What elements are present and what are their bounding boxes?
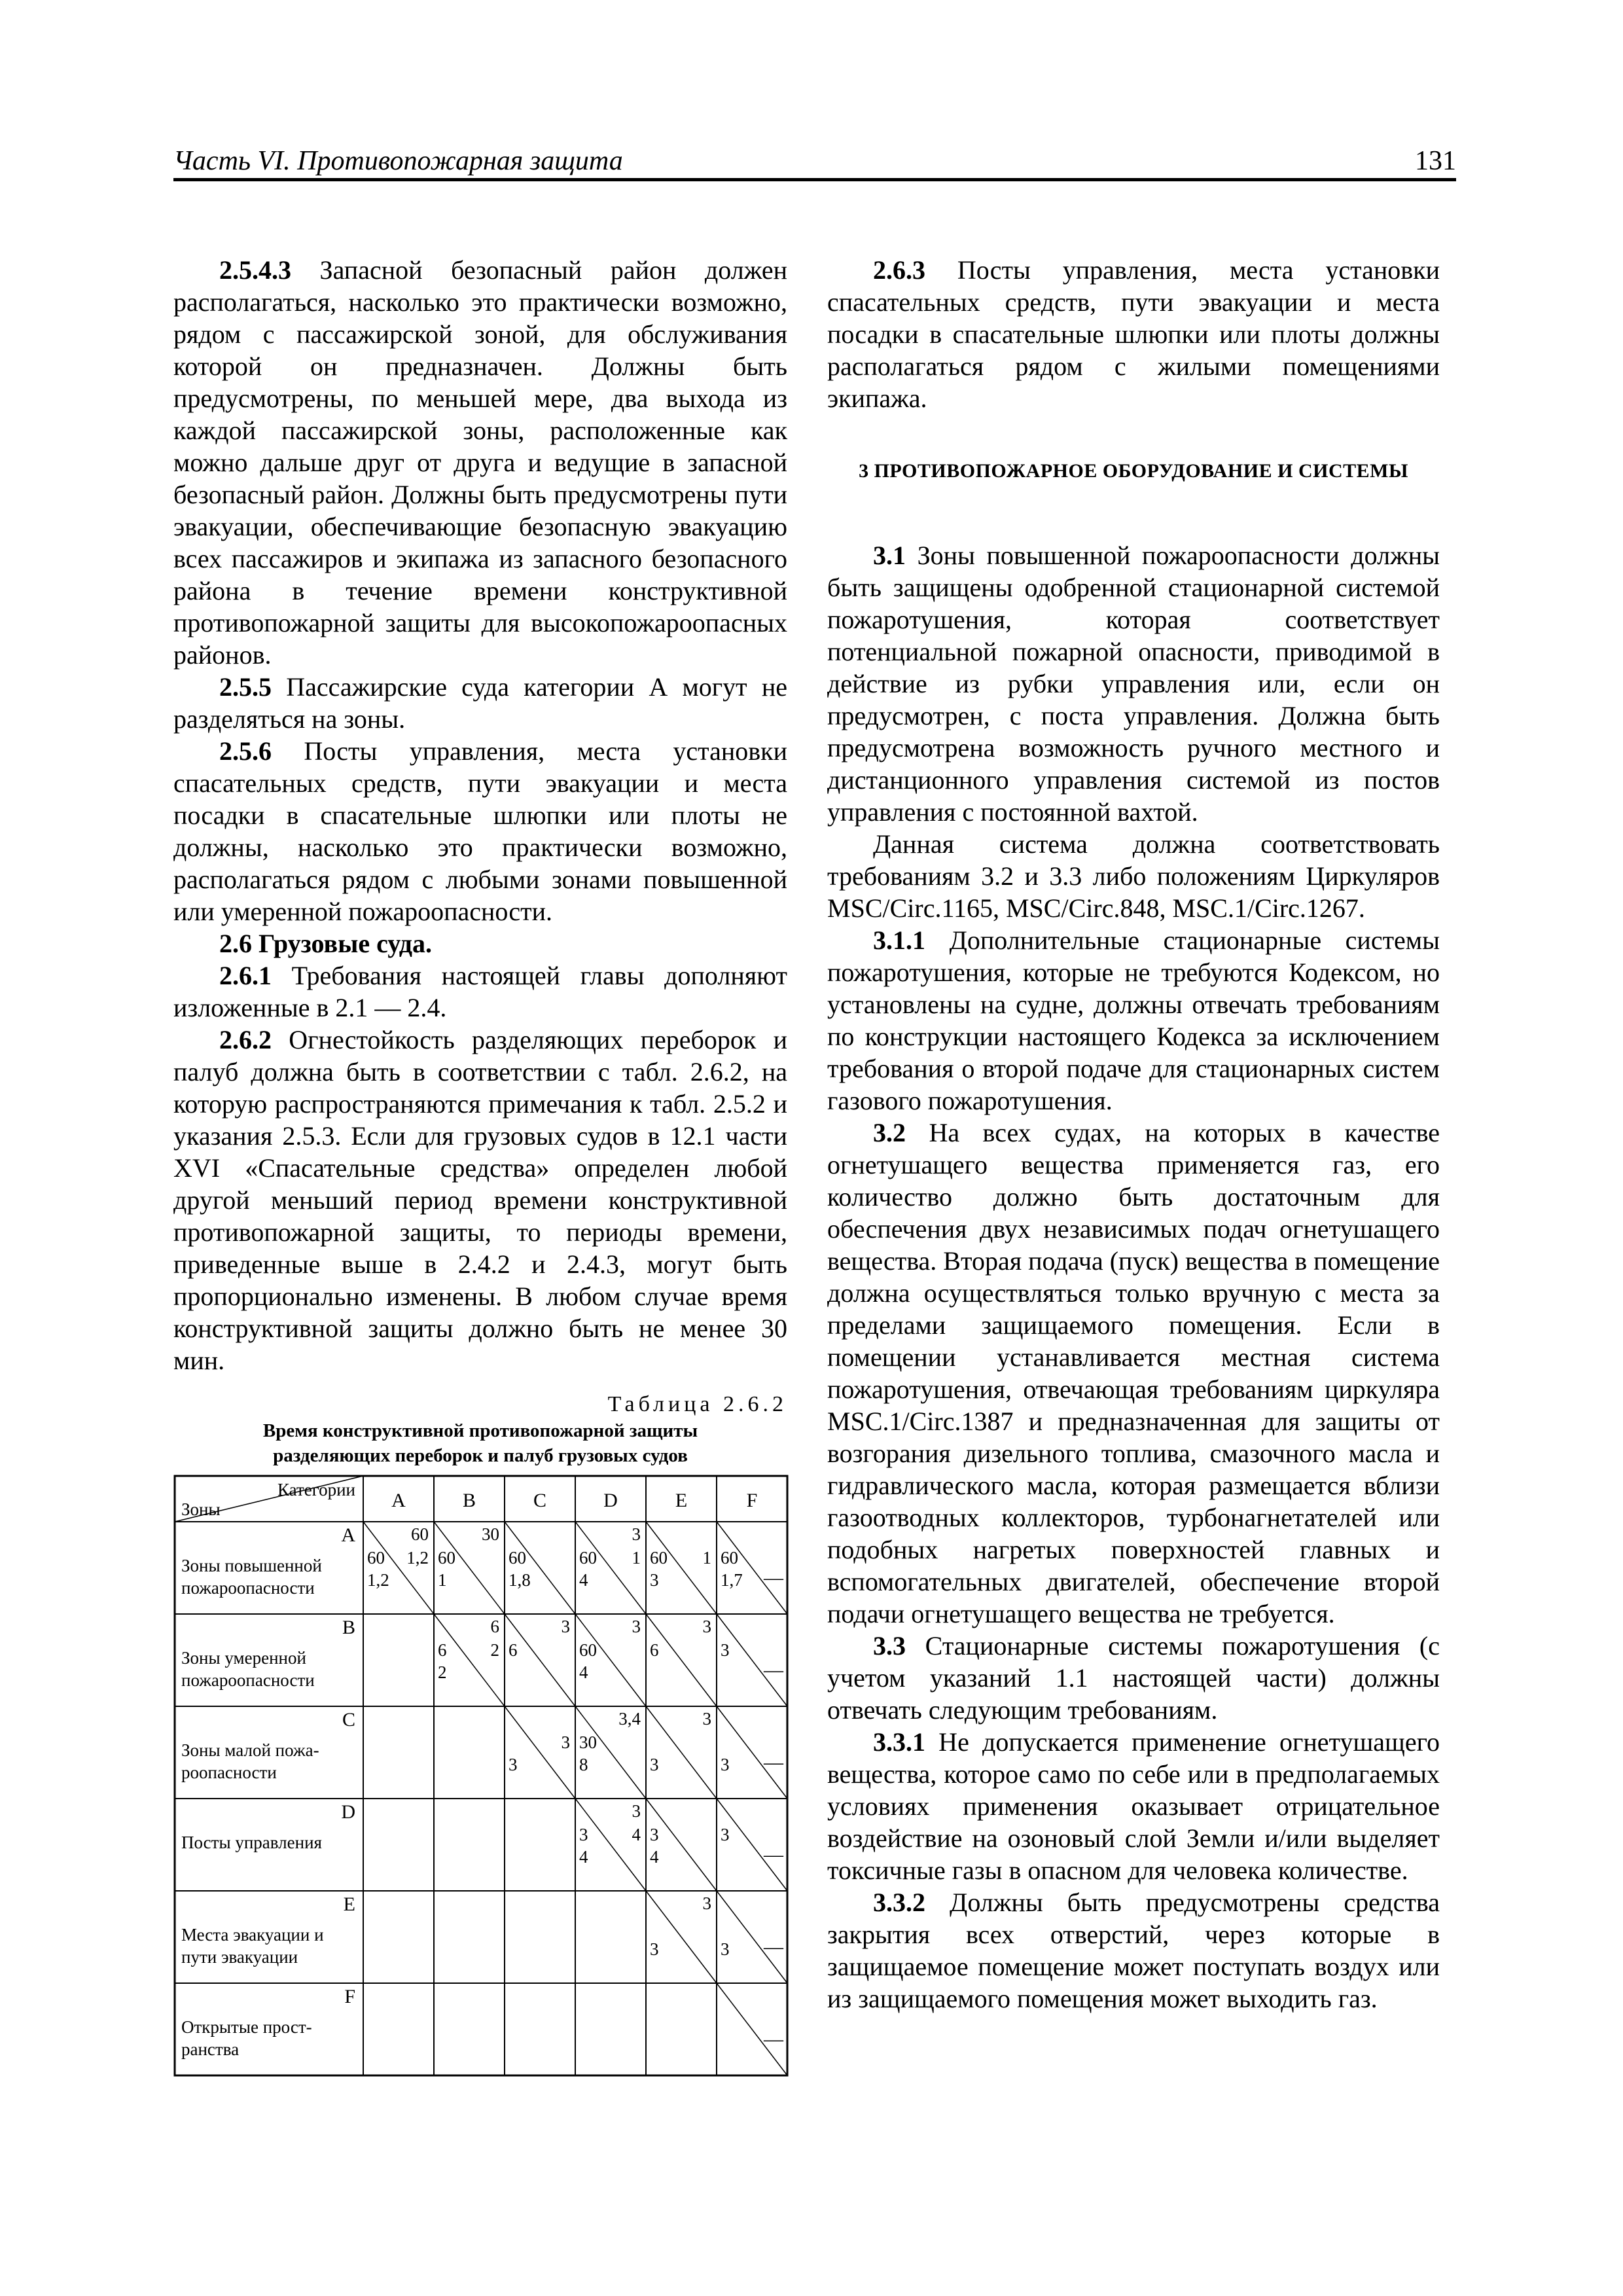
paragraph-3-2: 3.2 На всех судах, на которых в качестве огнетушащего вещества применяется газ, его количество должно быть достаточным для обеспечения двух независимых подач огнетушащего вещества. Вторая подача (пуск) вещества в помещение должна осуществляться только вручную с места за пределами защищаемого помещения. Если в помещении устанавливается местная система пожаротушения, отвечающая требованиям циркуляра MSC.1/Circ.1387 и предназначенная для защиты от возгорания дизельного топлива, смазочного масла и гидравлического масла, которая размещается вблизи газоотводных коллекторов, турбонагнетателей или подобных нагретых поверхностей главных и вспомогательных двигателей, обеспечение второй подачи огнетушащего вещества не требуется.	[827, 1118, 1440, 1628]
cell-value-top: 3,4	[618, 1709, 641, 1729]
paragraph-2-6-1: 2.6.1 Требования настоящей главы дополняют изложенные в 2.1 — 2.4.	[173, 961, 787, 1022]
column-header-F: F	[746, 1490, 758, 1511]
cell-value-dash: —	[764, 1844, 783, 1865]
cell-value-bottom: 1,2	[367, 1570, 389, 1590]
row-code-F: F	[344, 1986, 355, 2007]
cell-value-top: 3	[561, 1617, 570, 1636]
cell-value-bottom: 3	[650, 1939, 659, 1959]
cell-value-left: 6	[650, 1640, 659, 1660]
row-label-D: Посты управления	[181, 1833, 322, 1852]
cell-diagonal	[646, 1522, 717, 1614]
paragraph-3-1-cont: Данная система должна соответствовать требованиям 3.2 и 3.3 либо положениям Циркуляров MSC/Circ.1165, MSC/Circ.848, MSC.1/Circ.1267.	[827, 829, 1440, 923]
cell-value-top: 3	[702, 1709, 711, 1729]
cell-value-right: 1	[632, 1548, 641, 1568]
corner-label-categories: Категории	[277, 1480, 355, 1499]
row-label-C: Зоны малой пожа-	[181, 1740, 319, 1760]
row-code-B: B	[342, 1617, 355, 1638]
cell-value-bottom: 1,8	[508, 1570, 531, 1590]
cell-value-left: 3	[650, 1825, 659, 1844]
cell-value-bottom: 4	[650, 1847, 659, 1867]
paragraph-3-1-1: 3.1.1 Дополнительные стационарные системы пожаротушения, которые не требуются Кодексом, но установлены на судне, должны отвечать требованиям по конструкции настоящего Кодекса за исключением требования о второй подаче для стационарных систем газового пожаротушения.	[827, 925, 1440, 1115]
cell-value-bottom: 3	[508, 1755, 518, 1774]
row-code-A: A	[341, 1524, 355, 1546]
paragraph-3-1: 3.1 Зоны повышенной пожароопасности должны быть защищены одобренной стационарной системой пожаротушения, которая соответствует потенциальной пожарной опасности, приводимой в действие из рубки управления или, если он предусмотрен, с поста управления. Должна быть предусмотрена возможность ручного местного и дистанционного управления системой из постов управления с постоянной вахтой.	[827, 541, 1440, 827]
row-label-B: Зоны умеренной	[181, 1648, 306, 1668]
cell-value-bottom: 3	[721, 1755, 730, 1774]
page-header	[173, 145, 1456, 181]
cell-value-top: 60	[411, 1524, 429, 1544]
cell-value-top: 3	[632, 1801, 641, 1821]
cell-value-top: 30	[482, 1524, 499, 1544]
cell-value-dash: —	[764, 1659, 783, 1681]
cell-diagonal	[505, 1706, 575, 1799]
cell-value-left: 60	[508, 1548, 526, 1568]
table-title-line-1: Время конструктивной противопожарной защиты	[262, 1420, 698, 1441]
cell-value-right: 2	[490, 1640, 499, 1660]
cell-value-bottom: 1	[438, 1570, 447, 1590]
cell-value-dash: —	[764, 1936, 783, 1958]
column-header-E: E	[675, 1490, 688, 1511]
cell-value-dash: —	[764, 1751, 783, 1773]
paragraph-2-5-4-3: 2.5.4.3 Запасной безопасный район должен располагаться, насколько это практически возможно, рядом с пассажирской зоной, для обслуживания которой он предназначен. Должны быть предусмотрены, по меньшей мере, два выхода из каждой пассажирской зоны, расположенные как можно дальше друг от друга и ведущие в запасной безопасный район. Должны быть предусмотрены пути эвакуации, обеспечивающие безопасную эвакуацию всех пассажиров и экипажа из запасного безопасного района в течение времени конструктивной противопожарной защиты для высокопожароопасных районов.	[173, 255, 787, 670]
row-label-E: пути эвакуации	[181, 1947, 298, 1967]
column-header-D: D	[603, 1490, 618, 1511]
paragraph-2-6-2: 2.6.2 Огнестойкость разделяющих переборок и палуб должна быть в соответствии с табл. 2.6.2, на которую распространяются примечания к табл. 2.5.2 и указания 2.5.3. Если для грузовых судов в 12.1 части XVI «Спасательные средства» определен любой другой меньший период времени конструктивной противопожарной защиты, то периоды времени, приведенные выше в 2.4.2 и 2.4.3, могут быть пропорционально изменены. В любом случае время конструктивной защиты должно быть не менее 30 мин.	[173, 1025, 787, 1375]
cell-value-left: 6	[438, 1640, 447, 1660]
cell-value-top: 3	[632, 1617, 641, 1636]
left-column	[173, 254, 787, 2096]
page-number: 131	[1415, 146, 1456, 176]
cell-value-bottom: 1,7	[721, 1570, 743, 1590]
cell-value-dash: —	[764, 1567, 783, 1588]
cell-value-left: 60	[367, 1548, 385, 1568]
fire-protection-table	[173, 1475, 789, 2096]
cell-value-right: 4	[632, 1825, 641, 1844]
cell-value-right: 1,2	[406, 1548, 429, 1568]
cell-value-bottom: 3	[650, 1570, 659, 1590]
cell-value-right: 3	[561, 1732, 570, 1752]
column-header-B: B	[462, 1490, 476, 1511]
cell-value-right: 1	[702, 1548, 711, 1568]
cell-diagonal	[505, 1522, 575, 1614]
row-label-B: пожароопасности	[181, 1670, 315, 1690]
cell-value-left: 30	[579, 1732, 597, 1752]
cell-value-left: 60	[579, 1640, 597, 1660]
cell-value-bottom: 4	[579, 1570, 588, 1590]
cell-value-dash: —	[764, 2028, 783, 2050]
heading-2-6: 2.6 Грузовые суда.	[219, 929, 433, 958]
column-header-A: A	[391, 1490, 406, 1511]
cell-value-bottom: 3	[721, 1939, 730, 1959]
row-label-E: Места эвакуации и	[181, 1925, 324, 1945]
cell-value-left: 3	[721, 1640, 730, 1660]
paragraph-3-3-2: 3.3.2 Должны быть предусмотрены средства закрытия всех отверстий, через которые в защищаемое помещение может поступать воздух или из защищаемого помещения может выходить газ.	[827, 1888, 1440, 2013]
row-code-C: C	[342, 1709, 355, 1731]
right-column	[827, 254, 1440, 2015]
cell-value-bottom: 8	[579, 1755, 588, 1774]
cell-value-top: 3	[632, 1524, 641, 1544]
cell-value-left: 60	[579, 1548, 597, 1568]
cell-value-bottom: 4	[579, 1847, 588, 1867]
corner-label-zones: Зоны	[181, 1499, 221, 1519]
cell-value-bottom: 2	[438, 1662, 447, 1682]
row-label-A: Зоны повышенной	[181, 1556, 322, 1575]
table-container	[173, 1475, 787, 2096]
cell-value-left: 60	[721, 1548, 738, 1568]
cell-value-top: 3	[702, 1617, 711, 1636]
table-title-line-2: разделяющих переборок и палуб грузовых судов	[273, 1445, 688, 1466]
row-label-F: ранства	[181, 2039, 240, 2059]
cell-value-bottom: 3	[650, 1755, 659, 1774]
cell-value-left: 6	[508, 1640, 518, 1660]
running-title: Часть VI. Противопожарная защита	[173, 146, 623, 176]
section-title: 3 ПРОТИВОПОЖАРНОЕ ОБОРУДОВАНИЕ И СИСТЕМЫ	[859, 460, 1408, 482]
cell-value-bottom: 4	[579, 1662, 588, 1682]
paragraph-2-5-6: 2.5.6 Посты управления, места установки спасательных средств, пути эвакуации и места посадки в спасательные шлюпки или плоты не должны, насколько это практически возможно, располагаться рядом с любыми зонами повышенной или умеренной пожароопасности.	[173, 736, 787, 926]
cell-value-top: 3	[702, 1893, 711, 1913]
paragraph-3-3: 3.3 Стационарные системы пожаротушения (с учетом указаний 1.1 настоящей части) должны отвечать следующим требованиям.	[827, 1631, 1440, 1725]
cell-value-top: 6	[490, 1617, 499, 1636]
row-label-F: Открытые прост-	[181, 2017, 312, 2037]
row-code-E: E	[343, 1893, 355, 1915]
row-label-C: роопасности	[181, 1763, 277, 1782]
paragraph-2-5-5: 2.5.5 Пассажирские суда категории А могут не разделяться на зоны.	[173, 672, 787, 734]
paragraph-3-3-1: 3.3.1 Не допускается применение огнетушащего вещества, которое само по себе или в предполагаемых условиях применения оказывает отрицательное воздействие на озоновый слой Земли и/или выделяет токсичные газы в опасном для человека количестве.	[827, 1727, 1440, 1885]
paragraph-2-6-3: 2.6.3 Посты управления, места установки спасательных средств, пути эвакуации и места посадки в спасательные шлюпки или плоты должны располагаться рядом с жилыми помещениями экипажа.	[827, 255, 1440, 413]
cell-value-left: 60	[438, 1548, 455, 1568]
row-code-D: D	[341, 1801, 355, 1823]
cell-value-left: 3	[721, 1825, 730, 1844]
column-header-C: C	[533, 1490, 547, 1511]
table-label: Таблица 2.6.2	[607, 1392, 787, 1416]
cell-value-left: 60	[650, 1548, 668, 1568]
cell-value-left: 3	[579, 1825, 588, 1844]
cell-diagonal	[646, 1799, 717, 1891]
row-label-A: пожароопасности	[181, 1578, 315, 1598]
